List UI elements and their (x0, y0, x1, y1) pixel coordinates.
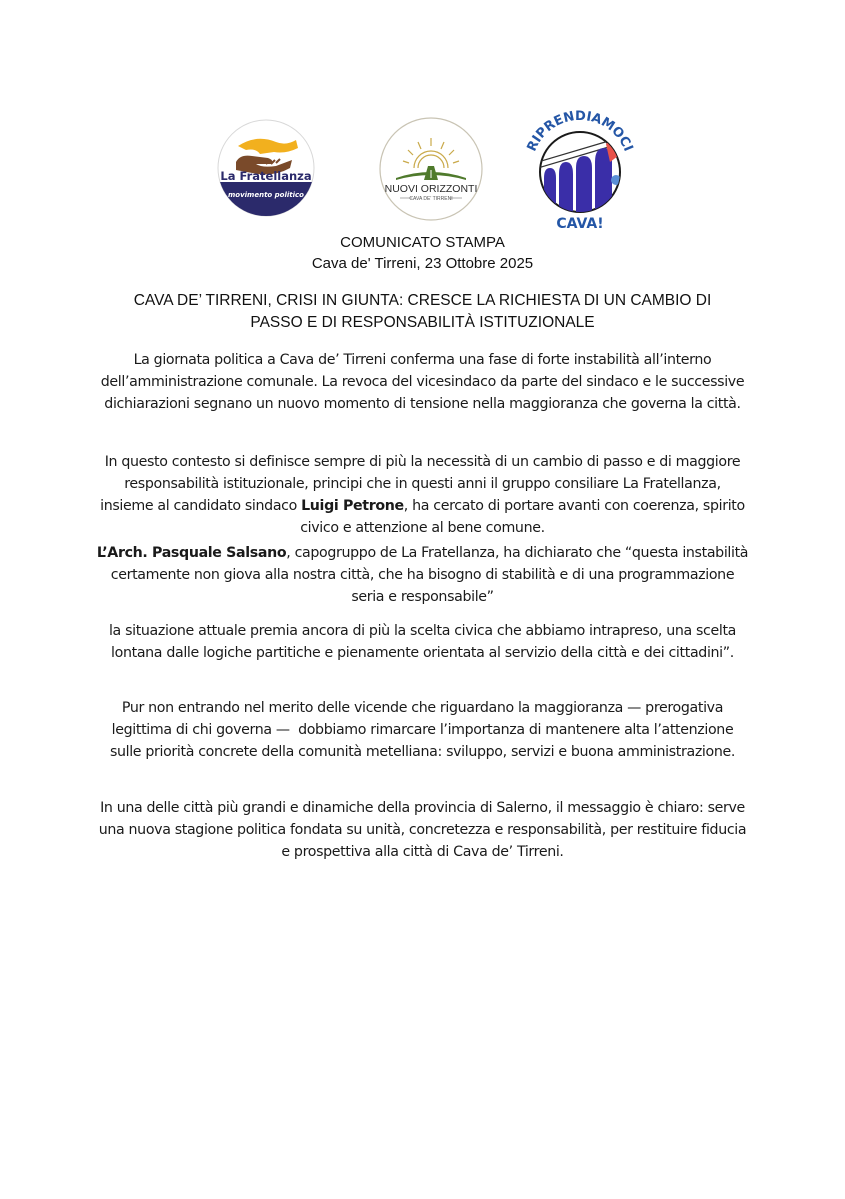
logo2-name: NUOVI ORIZZONTI (384, 183, 478, 195)
paragraph-6: In una delle città più grandi e dinamiche della provincia di Salerno, il messaggio è chiaro: serve una nuova stagione politica fondata su unità, concretezza e responsabilità, per restituire fiducia e prospettiva alla città di Cava de’ Tirreni. (98, 800, 747, 860)
la-fratellanza-logo (216, 118, 316, 218)
press-release-label: COMUNICATO STAMPA (340, 234, 505, 251)
headline: CAVA DE’ TIRRENI, CRISI IN GIUNTA: CRESCE LA RICHIESTA DI UN CAMBIO DI PASSO E DI RESPONSABILITÀ ISTITUZIONALE (133, 292, 712, 331)
paragraph-3-text: , capogruppo de La Fratellanza, ha dichiarato che “questa instabilità certamente non giova alla nostra città, che ha bisogno di stabilità e di una programmazione seria e responsabile” (110, 545, 749, 605)
logo3-subtitle: CAVA! (556, 216, 604, 232)
spokesperson-name: L’Arch. Pasquale Salsano (96, 545, 287, 561)
logo1-subtitle: movimento politico (227, 191, 305, 199)
paragraph-1: La giornata politica a Cava de’ Tirreni conferma una fase di forte instabilità all’interno dell’amministrazione comunale. La revoca del vicesindaco da parte del sindaco e le successive dichiarazioni segnano un nuovo momento di tensione nella maggioranza che governa la città. (100, 352, 745, 412)
paragraph-3 (96, 542, 749, 608)
logo2-subtitle: CAVA DE' TIRRENI (409, 196, 453, 202)
riprendiamoci-cava-logo (518, 106, 642, 232)
paragraph-2 (96, 451, 749, 539)
paragraph-2-text-b: , ha cercato di portare avanti con coerenza, spirito civico e attenzione al bene comune. (300, 498, 745, 536)
paragraph-5: Pur non entrando nel merito delle vicende che riguardano la maggioranza — prerogativa legittima di chi governa — dobbiamo rimarcare l’importanza di mantenere alta l’attenzione sulle priorità concrete della comunità metelliana: sviluppo, servizi e buona amministrazione. (109, 700, 738, 760)
logo3-name-arc: RIPRENDIAMOCI (524, 108, 636, 154)
nuovi-orizzonti-logo (378, 116, 484, 222)
paragraph-4: la situazione attuale premia ancora di più la scelta civica che abbiamo intrapreso, una scelta lontana dalle logiche partitiche e pienamente orientata al servizio della città e dei cittadini”. (108, 623, 737, 661)
paragraph-2-text-a: In questo contesto si definisce sempre di più la necessità di un cambio di passo e di maggiore responsabilità istituzionale, principi che in questi anni il gruppo consiliare La Fratellanza, insieme al candidato sindaco (100, 454, 741, 514)
place-date: Cava de' Tirreni, 23 Ottobre 2025 (311, 255, 534, 272)
logo1-name: La Fratellanza (220, 169, 312, 183)
logos-row (0, 108, 845, 237)
candidate-name: Luigi Petrone (301, 498, 404, 514)
